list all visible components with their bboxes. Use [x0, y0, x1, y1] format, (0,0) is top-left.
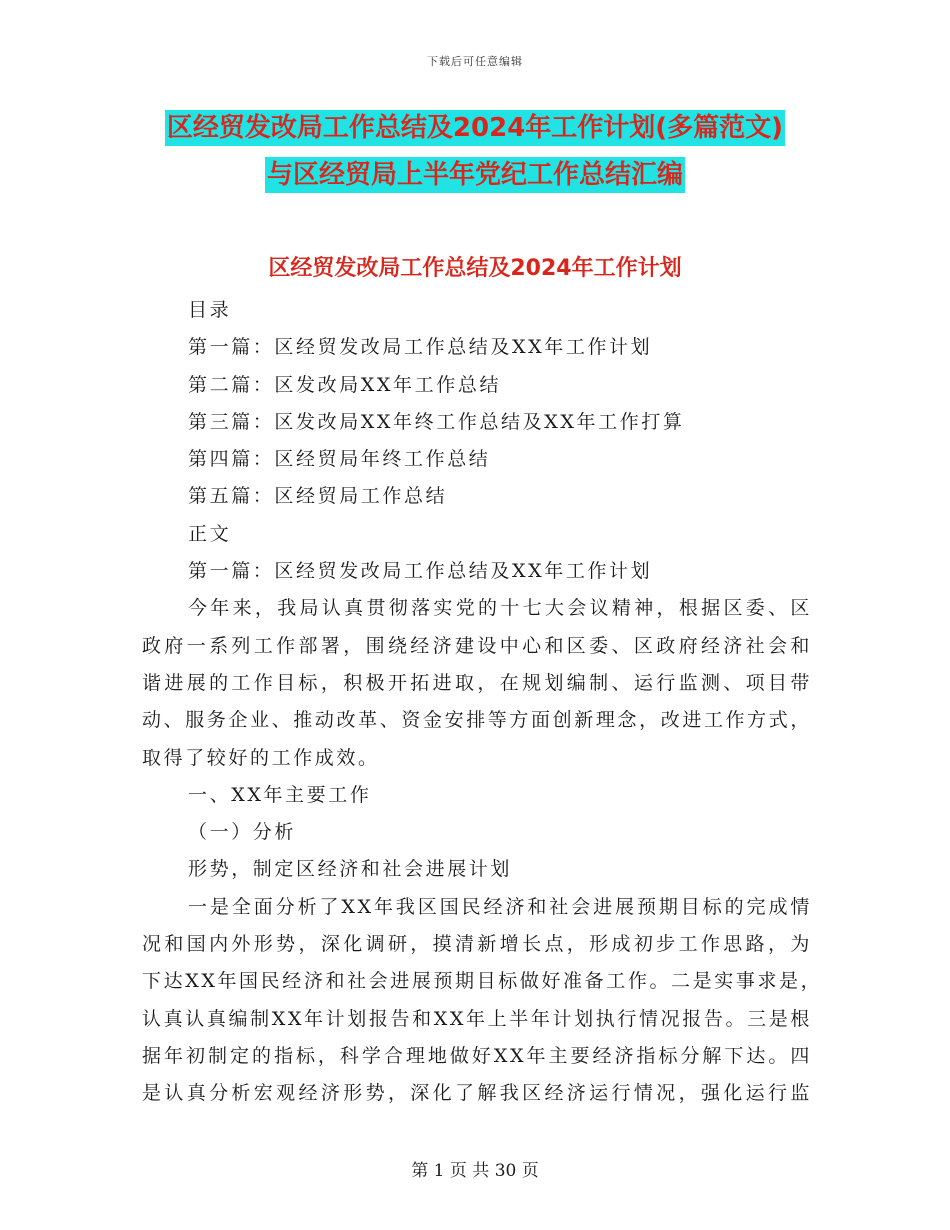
section-heading-1: 一、XX年主要工作 [188, 783, 372, 806]
chapter-title: 第一篇：区经贸发改局工作总结及XX年工作计划 [188, 560, 653, 583]
page-number-footer: 第 1 页 共 30 页 [411, 1161, 539, 1181]
toc-item-1: 第一篇：区经贸发改局工作总结及XX年工作计划 [188, 336, 653, 359]
toc-item-2: 第二篇：区发改局XX年工作总结 [188, 373, 502, 396]
body-heading: 正文 [188, 522, 232, 545]
paragraph-1-line-2: 政府一系列工作部署，围绕经济建设中心和区委、区政府经济社会和 [142, 634, 812, 657]
toc-item-5: 第五篇：区经贸局工作总结 [188, 485, 448, 508]
subsection-heading-1-cont: 形势，制定区经济和社会进展计划 [188, 858, 513, 881]
toc-item-4: 第四篇：区经贸局年终工作总结 [188, 448, 491, 471]
paragraph-2-line-3: 下达XX年国民经济和社会进展预期目标做好准备工作。二是实事求是， [142, 970, 823, 993]
main-title-line-1 [0, 112, 950, 146]
toc-item-3: 第三篇：区发改局XX年终工作总结及XX年工作打算 [188, 410, 685, 433]
paragraph-1-line-3: 谐进展的工作目标，积极开拓进取，在规划编制、运行监测、项目带 [142, 671, 812, 694]
paragraph-1-line-5: 取得了较好的工作成效。 [142, 746, 380, 769]
paragraph-2-line-1: 一是全面分析了XX年我区国民经济和社会进展预期目标的完成情 [188, 895, 812, 918]
main-title-line-2 [0, 159, 950, 193]
paragraph-1-line-4: 动、服务企业、推动改革、资金安排等方面创新理念，改进工作方式， [142, 709, 812, 732]
document-body [142, 292, 823, 1113]
section-title: 区经贸发改局工作总结及2024年工作计划 [268, 256, 682, 281]
paragraph-2-line-2: 况和国内外形势，深化调研，摸清新增长点，形成初步工作思路，为 [142, 933, 812, 956]
paragraph-2-line-5: 据年初制定的指标，科学合理地做好XX年主要经济指标分解下达。四 [142, 1044, 812, 1067]
paragraph-2-line-4: 认真认真编制XX年计划报告和XX年上半年计划执行情况报告。三是根 [142, 1007, 812, 1030]
paragraph-1-line-1: 今年来，我局认真贯彻落实党的十七大会议精神，根据区委、区 [188, 597, 812, 620]
toc-heading: 目录 [188, 299, 232, 321]
main-title-text-2: 与区经贸局上半年党纪工作总结汇编 [265, 157, 685, 193]
paragraph-2-line-6: 是认真分析宏观经济形势，深化了解我区经济运行情况，强化运行监 [142, 1082, 812, 1105]
main-title-text-1: 区经贸发改局工作总结及2024年工作计划(多篇范文) [165, 110, 785, 146]
subsection-heading-1: （一）分析 [188, 821, 297, 844]
header-note: 下载后可任意编辑 [427, 55, 523, 68]
